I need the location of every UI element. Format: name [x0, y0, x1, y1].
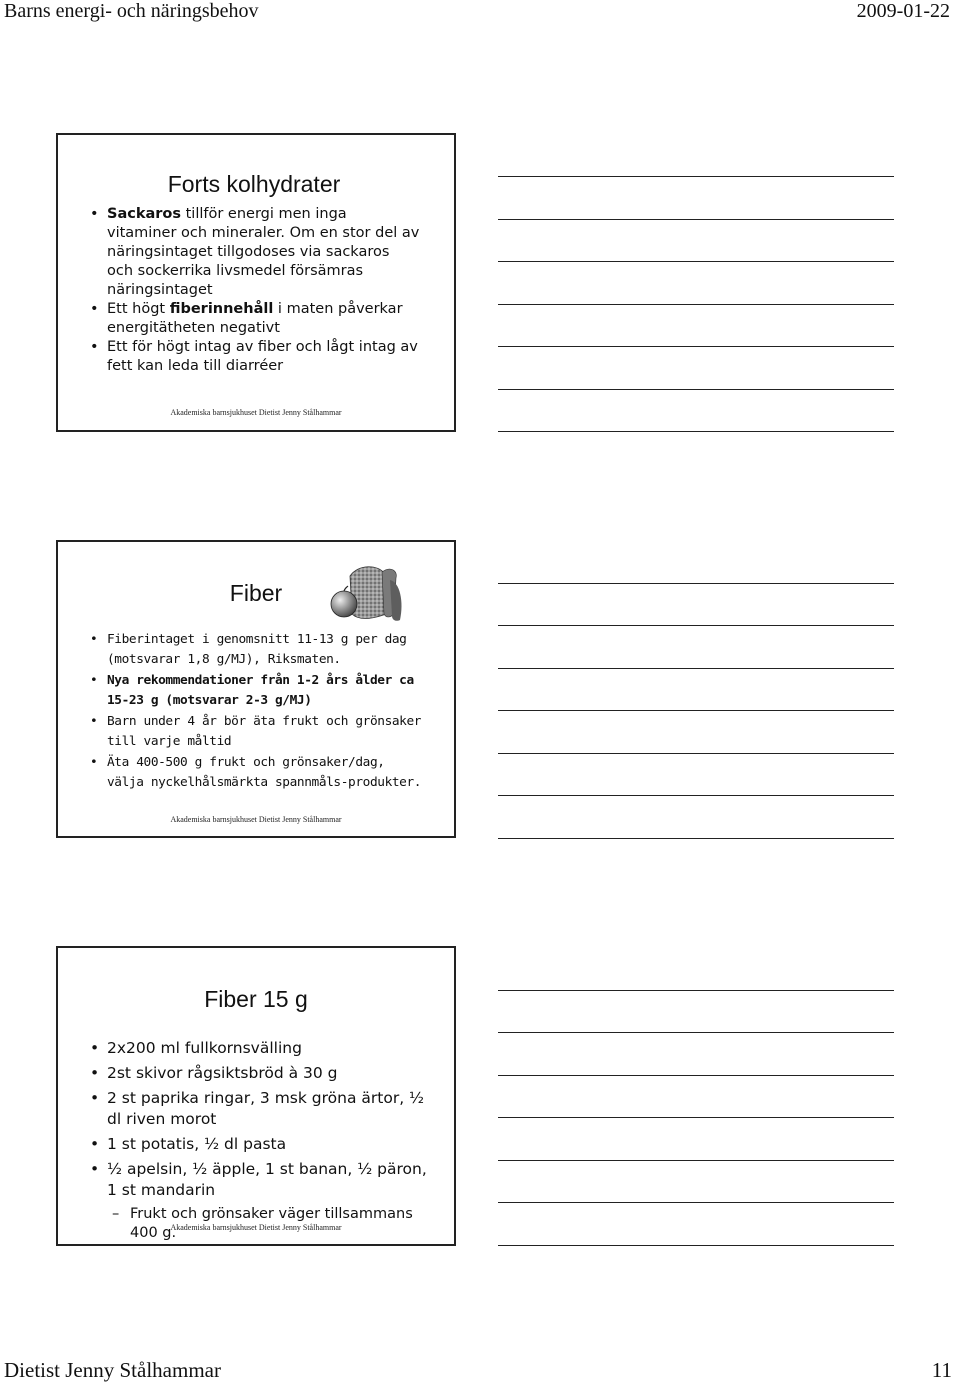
page-header	[0, 0, 960, 22]
bullet-list	[90, 630, 425, 794]
bullet-text: Äta 400-500 g frukt och grönsaker/dag, välja nyckelhålsmärkta spannmåls-produkter.	[107, 755, 422, 790]
page-number: 11	[931, 1358, 952, 1382]
note-line	[498, 1202, 894, 1203]
bullet-text: 1 st potatis, ½ dl pasta	[107, 1135, 287, 1153]
slide-title: Fiber 15 g	[204, 986, 308, 1012]
note-line	[498, 1032, 894, 1033]
note-line	[498, 710, 894, 711]
note-line	[498, 838, 894, 839]
slide-footer: Akademiska barnsjukhuset Dietist Jenny Stålhammar	[170, 1223, 342, 1232]
slide-forts-kolhydrater	[56, 133, 456, 432]
slide-footer: Akademiska barnsjukhuset Dietist Jenny Stålhammar	[170, 408, 342, 417]
note-line	[498, 389, 894, 390]
note-line	[498, 990, 894, 991]
bullet-text: Ett högt	[107, 301, 170, 317]
fruit-vegetables-bread-icon	[330, 562, 410, 624]
bullet-item	[90, 671, 425, 710]
bullet-item	[90, 300, 420, 338]
bullet-text: Barn under 4 år bör äta frukt och grönsaker till varje måltid	[107, 714, 422, 749]
bullet-text: 2 st paprika ringar, 3 msk gröna ärtor, ½ dl riven morot	[107, 1089, 425, 1128]
note-line	[498, 431, 894, 432]
bullet-item	[90, 630, 425, 669]
bullet-list	[90, 205, 420, 376]
bullet-item	[90, 1134, 430, 1155]
bullet-list	[90, 1038, 430, 1243]
bullet-item	[90, 1063, 430, 1084]
note-line	[498, 583, 894, 584]
bullet-item	[90, 1159, 430, 1201]
bullet-text: 2st skivor rågsiktsbröd à 30 g	[107, 1064, 338, 1082]
slide-fiber	[56, 540, 456, 838]
bullet-text: Frukt och grönsaker väger tillsammans 400 g.	[130, 1206, 413, 1241]
bullet-text: ½ apelsin, ½ äpple, 1 st banan, ½ päron, 1 st mandarin	[107, 1160, 427, 1199]
document-title: Barns energi- och näringsbehov	[4, 0, 259, 22]
bullet-text: tillför energi men inga vitaminer och mineraler. Om en stor del av näringsintaget tillgodoses via sackaros och sockerrika livsmedel försämras näringsintaget	[107, 206, 420, 298]
note-line	[498, 1075, 894, 1076]
note-line	[498, 1160, 894, 1161]
bullet-text: i maten påverkar energitätheten negativt	[107, 301, 403, 336]
slide-title: Forts kolhydrater	[167, 171, 341, 197]
bullet-text: Fiberintaget i genomsnitt 11-13 g per dag (motsvarar 1,8 g/MJ), Riksmaten.	[107, 632, 407, 667]
note-line	[498, 176, 894, 177]
bullet-item	[90, 338, 420, 376]
bullet-item	[90, 1038, 430, 1059]
note-line	[498, 261, 894, 262]
note-line	[498, 1117, 894, 1118]
bold-term: fiberinnehåll	[169, 301, 274, 317]
note-line	[498, 346, 894, 347]
bold-term: Nya rekommendationer från 1-2 års ålder ca 15-23 g (motsvarar 2-3 g/MJ)	[107, 673, 414, 708]
slide-fiber-15g	[56, 946, 456, 1246]
footer-author: Dietist Jenny Stålhammar	[4, 1358, 221, 1382]
slide-title: Fiber	[229, 580, 283, 606]
note-line	[498, 1245, 894, 1246]
slide-footer: Akademiska barnsjukhuset Dietist Jenny Stålhammar	[170, 815, 342, 824]
bullet-item	[90, 712, 425, 751]
bullet-item	[90, 205, 420, 300]
document-date: 2009-01-22	[856, 0, 950, 22]
bold-term: Sackaros	[107, 206, 181, 222]
bullet-item	[90, 753, 425, 792]
note-line	[498, 625, 894, 626]
note-line	[498, 219, 894, 220]
note-line	[498, 304, 894, 305]
note-line	[498, 668, 894, 669]
bullet-text: 2x200 ml fullkornsvälling	[107, 1039, 302, 1057]
note-line	[498, 795, 894, 796]
bullet-text: Ett för högt intag av fiber och lågt intag av fett kan leda till diarréer	[107, 339, 418, 374]
note-line	[498, 753, 894, 754]
bullet-item	[90, 1088, 430, 1130]
